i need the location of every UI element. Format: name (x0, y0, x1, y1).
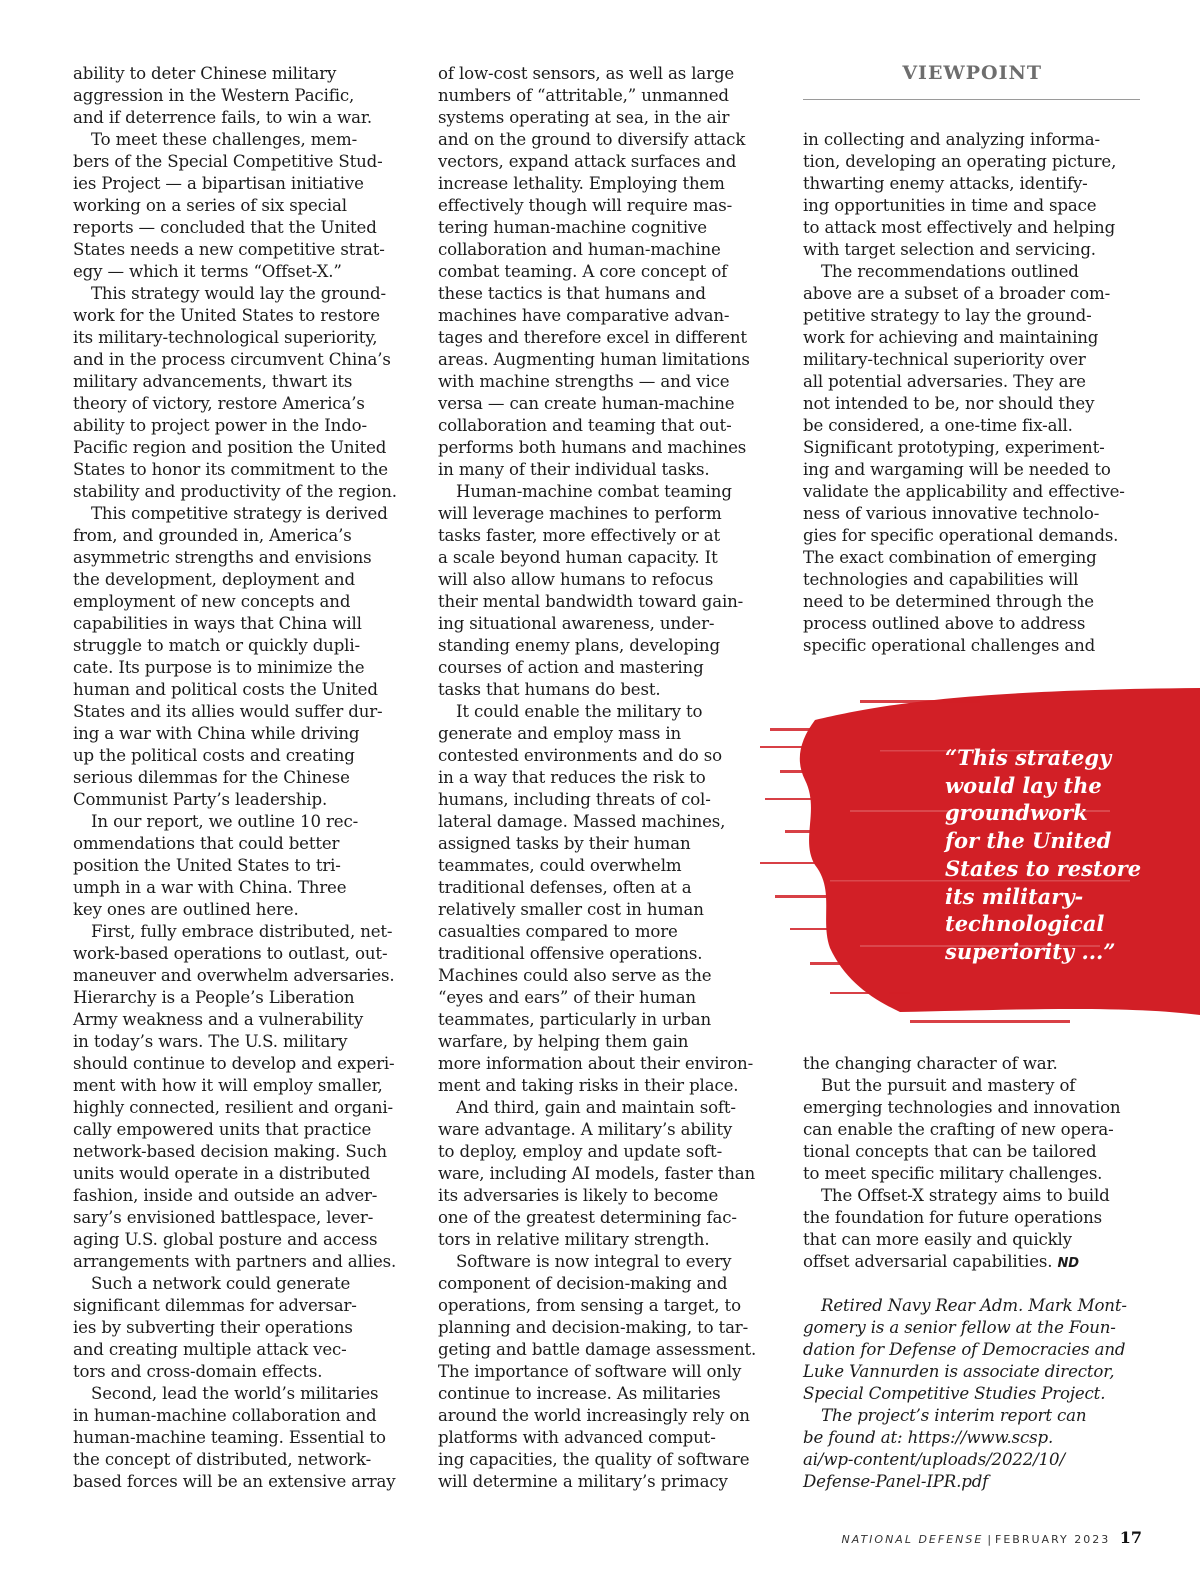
footer-magazine: NATIONAL DEFENSE (841, 1533, 984, 1546)
text-line: based forces will be an extensive array (73, 1472, 396, 1491)
text-line: tors and cross-domain effects. (73, 1362, 323, 1381)
text-line: and in the process circumvent China’s (73, 350, 391, 369)
text-line: operations, from sensing a target, to (438, 1296, 741, 1315)
text-line: the development, deployment and (73, 570, 355, 589)
text-line: ware, including AI models, faster than (438, 1164, 756, 1183)
text-line: performs both humans and machines (438, 438, 747, 457)
text-line: Pacific region and position the United (73, 438, 387, 457)
text-line: And third, gain and maintain soft- (456, 1098, 736, 1117)
text-line: versa — can create human-machine (438, 394, 735, 413)
text-line: in today’s wars. The U.S. military (73, 1032, 348, 1051)
text-line: This strategy would lay the ground- (91, 284, 386, 303)
text-line: warfare, by helping them gain (438, 1032, 689, 1051)
text-line: in human-machine collaboration and (73, 1406, 377, 1425)
text-line: To meet these challenges, mem- (91, 130, 358, 149)
text-line: Significant prototyping, experiment- (803, 438, 1105, 457)
text-line: umph in a war with China. Three (73, 878, 347, 897)
text-line: tering human-machine cognitive (438, 218, 707, 237)
text-line (803, 1251, 1143, 1273)
text-line: combat teaming. A core concept of (438, 262, 728, 281)
text-line: ies by subverting their operations (73, 1318, 353, 1337)
text-line: petitive strategy to lay the ground- (803, 306, 1092, 325)
text-line: courses of action and mastering (438, 658, 704, 677)
text-line: and on the ground to diversify attack (438, 130, 746, 149)
text-line: ies Project — a bipartisan initiative (73, 174, 364, 193)
text-line: gomery is a senior fellow at the Foun- (803, 1318, 1116, 1337)
text-line: component of decision-making and (438, 1274, 728, 1293)
text-line: highly connected, resilient and organi- (73, 1098, 393, 1117)
text-line: ing situational awareness, under- (438, 614, 715, 633)
text-line: can enable the crafting of new opera- (803, 1120, 1114, 1139)
text-line: in a way that reduces the risk to (438, 768, 706, 787)
text-line: casualties compared to more (438, 922, 678, 941)
text-line: theory of victory, restore America’s (73, 394, 365, 413)
pull-quote-line: for the United (945, 828, 1112, 854)
text-line: will leverage machines to perform (438, 504, 722, 523)
text-line: will determine a military’s primacy (438, 1472, 728, 1491)
text-line: ment with how it will employ smaller, (73, 1076, 383, 1095)
text-line: Special Competitive Studies Project. (803, 1384, 1106, 1403)
text-line: increase lethality. Employing them (438, 174, 725, 193)
text-line: The Offset-X strategy aims to build (821, 1186, 1110, 1205)
text-line: planning and decision-making, to tar- (438, 1318, 749, 1337)
text-line: key ones are outlined here. (73, 900, 299, 919)
text-line: “eyes and ears” of their human (438, 988, 696, 1007)
section-label (803, 62, 1140, 88)
text-line: and creating multiple attack vec- (73, 1340, 347, 1359)
text-line: contested environments and do so (438, 746, 722, 765)
text-line: teammates, particularly in urban (438, 1010, 712, 1029)
text-line: network-based decision making. Such (73, 1142, 387, 1161)
text-line: The recommendations outlined (821, 262, 1079, 281)
text-line: will also allow humans to refocus (438, 570, 714, 589)
text-line: teammates, could overwhelm (438, 856, 682, 875)
text-line: military-technical superiority over (803, 350, 1086, 369)
text-line: cate. Its purpose is to minimize the (73, 658, 365, 677)
text-line: It could enable the military to (456, 702, 703, 721)
text-line: military advancements, thwart its (73, 372, 353, 391)
text-line: platforms with advanced comput- (438, 1428, 716, 1447)
section-divider (803, 99, 1140, 100)
text-line: capabilities in ways that China will (73, 614, 362, 633)
text-line: and if deterrence fails, to win a war. (73, 108, 372, 127)
text-line: more information about their environ- (438, 1054, 754, 1073)
text-line: systems operating at sea, in the air (438, 108, 730, 127)
pull-quote-line: States to restore (945, 855, 1142, 881)
pull-quote-line: groundwork (945, 800, 1088, 826)
footer-issue: FEBRUARY 2023 (995, 1533, 1111, 1546)
text-line: This competitive strategy is derived (91, 504, 388, 523)
text-line: in collecting and analyzing informa- (803, 130, 1100, 149)
text-line: First, fully embrace distributed, net- (91, 922, 393, 941)
text-line: their mental bandwidth toward gain- (438, 592, 744, 611)
text-line: process outlined above to address (803, 614, 1086, 633)
text-line: Second, lead the world’s militaries (91, 1384, 379, 1403)
text-line: States to honor its commitment to the (73, 460, 388, 479)
text-line: to deploy, employ and update soft- (438, 1142, 723, 1161)
text-line: thwarting enemy attacks, identify- (803, 174, 1088, 193)
text-line: with machine strengths — and vice (438, 372, 730, 391)
text-line: above are a subset of a broader com- (803, 284, 1111, 303)
end-mark: ND (1057, 1256, 1079, 1271)
text-line: sary’s envisioned battlespace, lever- (73, 1208, 374, 1227)
article-column-1 (73, 63, 413, 1493)
text-line: ommendations that could better (73, 834, 340, 853)
page-number: 17 (1119, 1528, 1142, 1547)
text-line: to meet specific military challenges. (803, 1164, 1103, 1183)
text-line: ing a war with China while driving (73, 724, 360, 743)
text-line: these tactics is that humans and (438, 284, 706, 303)
pull-quote-line: “This strategy (945, 745, 1112, 770)
text-line: tion, developing an operating picture, (803, 152, 1117, 171)
text-line: Army weakness and a vulnerability (73, 1010, 364, 1029)
text-line: all potential adversaries. They are (803, 372, 1086, 391)
text-line: egy — which it terms “Offset-X.” (73, 262, 342, 281)
text-line: tors in relative military strength. (438, 1230, 710, 1249)
text-line: ment and taking risks in their place. (438, 1076, 739, 1095)
text-line: Such a network could generate (91, 1274, 351, 1293)
text-line: ware advantage. A military’s ability (438, 1120, 733, 1139)
text-line: collaboration and teaming that out- (438, 416, 732, 435)
text-line: to attack most effectively and helping (803, 218, 1116, 237)
text-line: Communist Party’s leadership. (73, 790, 328, 809)
text-line: aging U.S. global posture and access (73, 1230, 378, 1249)
text-line: The importance of software will only (438, 1362, 742, 1381)
pull-quote-line: its military- (945, 883, 1084, 909)
text-line: maneuver and overwhelm adversaries. (73, 966, 395, 985)
text-line: generate and employ mass in (438, 724, 682, 743)
text-line: employment of new concepts and (73, 592, 351, 611)
text-line: serious dilemmas for the Chinese (73, 768, 350, 787)
text-line: working on a series of six special (73, 196, 347, 215)
text-line: ness of various innovative technolo- (803, 504, 1100, 523)
text-line: work for the United States to restore (73, 306, 380, 325)
text-line: States needs a new competitive strat- (73, 240, 385, 259)
text-line: around the world increasingly rely on (438, 1406, 750, 1425)
text-line: ability to deter Chinese military (73, 64, 337, 83)
text-line: lateral damage. Massed machines, (438, 812, 726, 831)
text-line: its military-technological superiority, (73, 328, 378, 347)
text-line: gies for specific operational demands. (803, 526, 1119, 545)
text-line: traditional defenses, often at a (438, 878, 692, 897)
text-line: in many of their individual tasks. (438, 460, 710, 479)
text-line: struggle to match or quickly dupli- (73, 636, 360, 655)
text-line: traditional offensive operations. (438, 944, 703, 963)
text-line: ing capacities, the quality of software (438, 1450, 750, 1469)
text-line: tional concepts that can be tailored (803, 1142, 1097, 1161)
text-line: Luke Vannurden is associate director, (803, 1362, 1115, 1381)
pull-quote-line: technological (945, 911, 1105, 937)
article-column-2 (438, 63, 778, 1493)
page-footer (842, 1528, 1143, 1548)
text-line: bers of the Special Competitive Stud- (73, 152, 383, 171)
text-line: Software is now integral to every (456, 1252, 732, 1271)
text-line: work for achieving and maintaining (803, 328, 1099, 347)
text-line: assigned tasks by their human (438, 834, 691, 853)
text-line: a scale beyond human capacity. It (438, 548, 718, 567)
article-column-3-bottom (803, 1053, 1143, 1273)
text-line: its adversaries is likely to become (438, 1186, 719, 1205)
text-line: Retired Navy Rear Adm. Mark Mont- (821, 1296, 1127, 1315)
text-line: units would operate in a distributed (73, 1164, 371, 1183)
text-line: human and political costs the United (73, 680, 378, 699)
text-line: tasks faster, more effectively or at (438, 526, 721, 545)
text-line: continue to increase. As militaries (438, 1384, 721, 1403)
text-line: not intended to be, nor should they (803, 394, 1095, 413)
text-line: the concept of distributed, network- (73, 1450, 372, 1469)
text-line: human-machine teaming. Essential to (73, 1428, 386, 1447)
text-line: standing enemy plans, developing (438, 636, 720, 655)
text-line: from, and grounded in, America’s (73, 526, 352, 545)
pull-quote (945, 744, 1185, 966)
text-line: cally empowered units that practice (73, 1120, 372, 1139)
text-line: work-based operations to outlast, out- (73, 944, 388, 963)
text-line: specific operational challenges and (803, 636, 1096, 655)
text-line: collaboration and human-machine (438, 240, 721, 259)
text-line: States and its allies would suffer dur- (73, 702, 383, 721)
text-line: that can more easily and quickly (803, 1230, 1072, 1249)
text-line: emerging technologies and innovation (803, 1098, 1121, 1117)
text-line: aggression in the Western Pacific, (73, 86, 355, 105)
text-line: dation for Defense of Democracies and (803, 1340, 1126, 1359)
text-line: up the political costs and creating (73, 746, 355, 765)
text-line: relatively smaller cost in human (438, 900, 704, 919)
text-line: significant dilemmas for adversar- (73, 1296, 357, 1315)
text-line: one of the greatest determining fac- (438, 1208, 737, 1227)
text-line: geting and battle damage assessment. (438, 1340, 757, 1359)
text-line: position the United States to tri- (73, 856, 341, 875)
text-line: tages and therefore excel in different (438, 328, 747, 347)
text-line: humans, including threats of col- (438, 790, 711, 809)
text-line: should continue to develop and experi- (73, 1054, 395, 1073)
text-line: stability and productivity of the region. (73, 482, 397, 501)
author-bio (803, 1295, 1143, 1493)
text-line: ai/wp-content/uploads/2022/10/ (803, 1450, 1065, 1469)
text-line: need to be determined through the (803, 592, 1094, 611)
text-line: But the pursuit and mastery of (821, 1076, 1076, 1095)
text-line: validate the applicability and effective- (803, 482, 1125, 501)
text-line: of low-cost sensors, as well as large (438, 64, 735, 83)
footer-separator: | (987, 1533, 992, 1546)
text-line: Hierarchy is a People’s Liberation (73, 988, 355, 1007)
pull-quote-line: superiority ...” (945, 938, 1116, 964)
text-line: ing opportunities in time and space (803, 196, 1097, 215)
text-line: Human-machine combat teaming (456, 482, 732, 501)
text-line: with target selection and servicing. (803, 240, 1096, 259)
text-line: Defense-Panel-IPR.pdf (803, 1472, 989, 1491)
text-line: numbers of “attritable,” unmanned (438, 86, 729, 105)
text-line: Machines could also serve as the (438, 966, 712, 985)
text-line: The project’s interim report can (821, 1406, 1087, 1425)
text-line: ability to project power in the Indo- (73, 416, 367, 435)
text-line: arrangements with partners and allies. (73, 1252, 397, 1271)
text-line: the foundation for future operations (803, 1208, 1102, 1227)
text-line: be considered, a one-time fix-all. (803, 416, 1073, 435)
text-line: asymmetric strengths and envisions (73, 548, 372, 567)
section-label-text: VIEWPOINT (902, 62, 1042, 84)
text-line: vectors, expand attack surfaces and (438, 152, 737, 171)
text-line: machines have comparative advan- (438, 306, 730, 325)
text-line: The exact combination of emerging (803, 548, 1097, 567)
text-line: In our report, we outline 10 rec- (91, 812, 359, 831)
article-column-3-top (803, 129, 1143, 657)
end-line-text: offset adversarial capabilities. (803, 1252, 1053, 1271)
text-line: areas. Augmenting human limitations (438, 350, 750, 369)
text-line: ing and wargaming will be needed to (803, 460, 1111, 479)
text-line: the changing character of war. (803, 1054, 1058, 1073)
text-line: be found at: https://www.scsp. (803, 1428, 1054, 1447)
text-line: tasks that humans do best. (438, 680, 661, 699)
text-line: effectively though will require mas- (438, 196, 733, 215)
text-line: technologies and capabilities will (803, 570, 1079, 589)
pull-quote-line: would lay the (945, 772, 1102, 798)
text-line: reports — concluded that the United (73, 218, 377, 237)
text-line: fashion, inside and outside an adver- (73, 1186, 378, 1205)
